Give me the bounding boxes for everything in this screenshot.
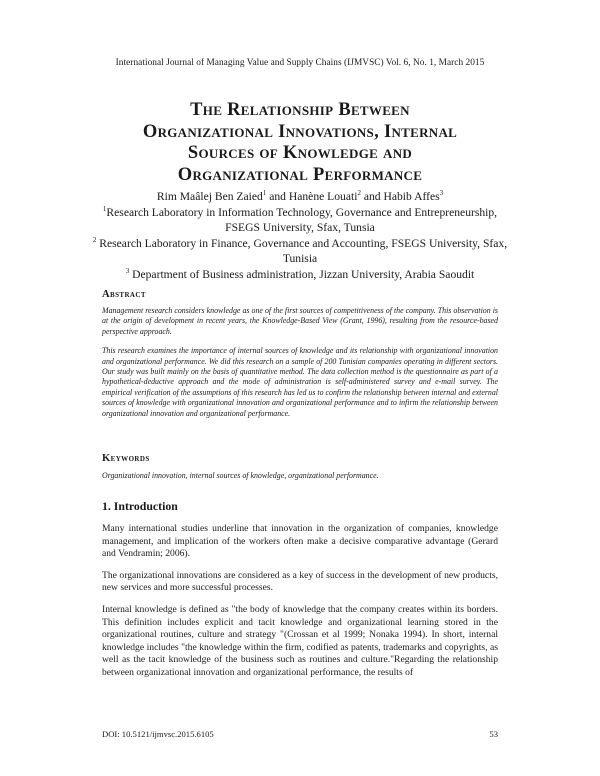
doi-text: DOI: 10.5121/ijmvsc.2015.6105 xyxy=(102,729,214,739)
title-line: Sources of Knowledge and xyxy=(187,143,413,163)
affiliation-1 xyxy=(60,205,540,236)
affiliation-3 xyxy=(60,267,540,283)
keywords-heading: Keywords xyxy=(102,453,150,464)
abstract-heading: Abstract xyxy=(102,289,146,300)
author-3-sup: 3 xyxy=(439,189,444,198)
author-3: Habib Affes xyxy=(383,190,440,203)
abstract-paragraph-2: This research examines the importance of internal sources of knowledge and its relationship with organizational innovation and organizational performance. We did this research on a sample of 200 Tunisian companies operating in different sectors. Our study was built mainly on the basis of quantitative method. The data collection method is the questionnaire as part of a hypothetical-deductive approach and the mode of administration is self-administered survey and e-mail survey. The empirical verification of the assumptions of this research has led us to confirm the relationship between internal and external sources of knowledge with organizational innovation and organizational performance and to infirm the relationship between organizational innovation and organizational performance. xyxy=(102,346,498,418)
keywords-text: Organizational innovation, internal sources of knowledge, organizational performance. xyxy=(102,471,379,480)
affiliation-sup: 3 xyxy=(125,266,130,275)
affiliation-sup: 1 xyxy=(102,204,107,213)
title-line: Organizational Performance xyxy=(177,164,423,185)
paper-title xyxy=(60,100,540,186)
intro-paragraph-1: Many international studies underline that innovation in the organization of companies, knowledge management, and implication of the workers often make a decisive comparative advantage (Gerard and Vendramin; 2006). xyxy=(102,523,498,560)
introduction-section xyxy=(102,499,498,680)
page-number: 53 xyxy=(489,729,498,739)
page-footer xyxy=(102,729,498,739)
intro-paragraph-3: Internal knowledge is defined as "the body of knowledge that the company creates within its borders. This definition includes explicit and tacit knowledge and organizational learning stored in the organizational routines, culture and strategy "(Crossan et al 1999; Nonaka 1994). In short, internal knowledge includes "the knowledge within the firm, codified as patents, trademarks and copyrights, as well as the tacit knowledge of the business such as routines and culture."Regarding the relationship between organizational innovation and organizational performance, the results of xyxy=(102,603,498,678)
author-1-sup: 1 xyxy=(262,189,267,198)
author-separator: and xyxy=(266,190,289,203)
intro-paragraph-2: The organizational innovations are considered as a key of success in the development of new products, new services and more successful processes. xyxy=(102,569,498,594)
affiliation-2 xyxy=(60,236,540,267)
author-block xyxy=(60,189,540,282)
author-names xyxy=(60,189,540,205)
affiliation-line: Tunisia xyxy=(282,252,318,265)
affiliation-line: FSEGS University, Sfax, Tunsia xyxy=(225,221,375,234)
author-2: Hanène Louati xyxy=(288,190,358,203)
introduction-heading: 1. Introduction xyxy=(102,499,178,513)
affiliation-line: Department of Business administration, Jizzan University, Arabia Saoudit xyxy=(129,267,475,281)
author-separator: and xyxy=(360,190,384,203)
title-line: The Relationship Between xyxy=(190,100,410,120)
abstract-section xyxy=(102,289,498,419)
affiliation-line: Research Laboratory in Information Technology, Governance and Entrepreneurship, xyxy=(106,205,498,219)
author-2-sup: 2 xyxy=(357,189,361,198)
title-line: Organizational Innovations, Internal xyxy=(142,121,458,142)
affiliation-line: Research Laboratory in Finance, Governance and Accounting, FSEGS University, Sfax, xyxy=(96,236,508,250)
abstract-paragraph-1: Management research considers knowledge as one of the first sources of competitiveness of the company. This observation is at the origin of development in recent years, the Knowledge-Based View (Grant, 1996), resulting from the resource-based perspective approach. xyxy=(102,306,498,336)
affiliation-sup: 2 xyxy=(92,235,97,244)
journal-header: International Journal of Managing Value and Supply Chains (IJMVSC) Vol. 6, No. 1, March 2015 xyxy=(115,58,485,68)
keywords-section xyxy=(102,453,498,481)
author-1: Rim Maâlej Ben Zaied xyxy=(156,190,263,203)
